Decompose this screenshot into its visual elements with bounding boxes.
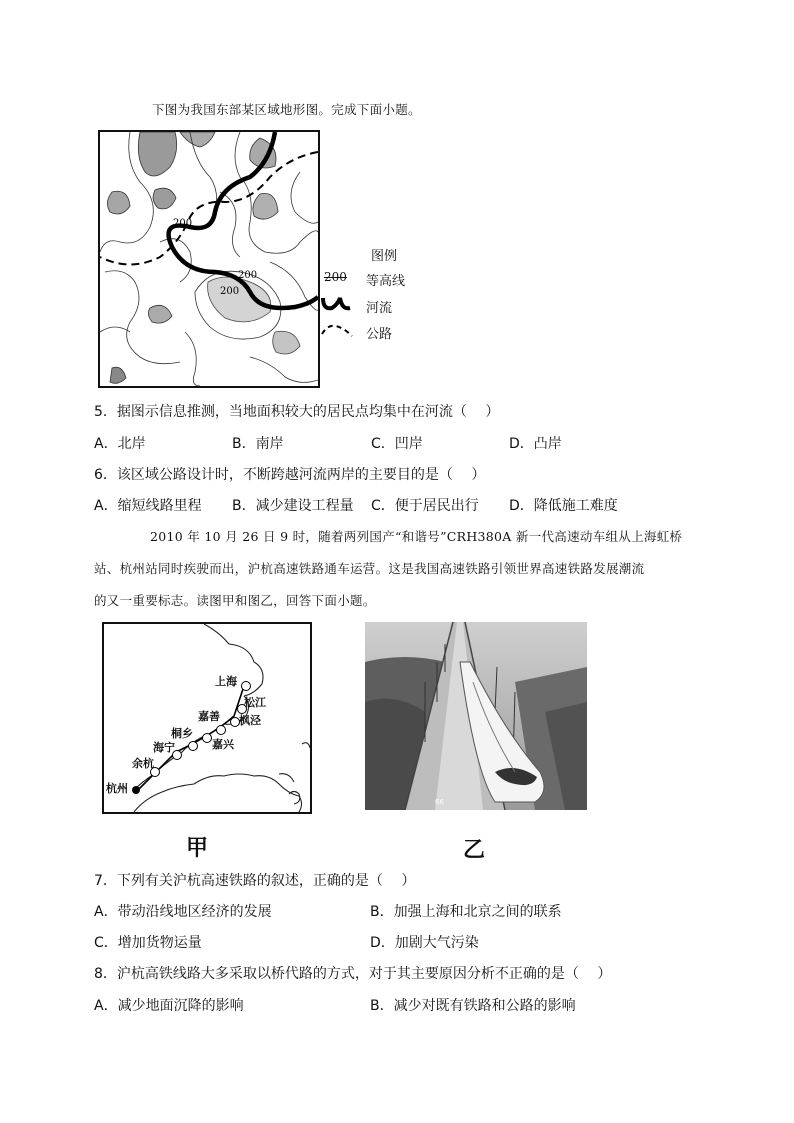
river-legend-icon <box>320 294 360 314</box>
q6-option-c[interactable]: C．便于居民出行 <box>371 498 479 514</box>
city-label-hangzhou: 杭州 <box>106 782 128 795</box>
city-label-songjiang: 松江 <box>244 696 266 709</box>
rail-route-map <box>102 622 312 814</box>
q5-option-b[interactable]: B．南岸 <box>232 436 284 452</box>
passage-line-2: 站、杭州站同时疾驶而出，沪杭高速铁路通车运营。这是我国高速铁路引领世界高速铁路发展潮流 <box>94 561 645 576</box>
q7-option-b[interactable]: B．加强上海和北京之间的联系 <box>370 904 562 920</box>
train-photo-drawing <box>365 622 587 810</box>
passage-line-1: 2010 年 10 月 26 日 9 时，随着两列国产“和谐号”CRH380A 新一代高速动车组从上海虹桥 <box>150 529 683 544</box>
contour-label: 200 <box>173 218 193 229</box>
station-marker <box>202 733 212 743</box>
legend-title: 图例 <box>371 249 398 264</box>
city-label-haining: 海宁 <box>153 741 175 754</box>
q5-option-c[interactable]: C．凹岸 <box>371 436 423 452</box>
q7-option-a[interactable]: A．带动沿线地区经济的发展 <box>94 904 272 920</box>
caption-jia: 甲 <box>186 835 209 861</box>
question-5-stem: 5．据图示信息推测，当地面积较大的居民点均集中在河流（ ） <box>94 404 500 420</box>
topographic-map <box>98 130 320 388</box>
q5-option-a[interactable]: A．北岸 <box>94 436 146 452</box>
question-6-stem: 6．该区域公路设计时，不断跨越河流两岸的主要目的是（ ） <box>94 467 486 483</box>
q7-option-c[interactable]: C．增加货物运量 <box>94 935 202 951</box>
contour-label: 200 <box>220 286 240 297</box>
photo-number: 66 <box>435 798 444 806</box>
station-marker <box>216 725 226 735</box>
caption-yi: 乙 <box>463 837 486 863</box>
contour-label: 200 <box>238 270 258 281</box>
q8-option-a[interactable]: A．减少地面沉降的影响 <box>94 998 244 1014</box>
city-label-fengjing: 枫泾 <box>239 714 261 727</box>
station-marker <box>188 741 198 751</box>
city-label-jiaxing: 嘉兴 <box>212 738 234 751</box>
q7-option-d[interactable]: D．加剧大气污染 <box>370 935 479 951</box>
station-marker <box>241 681 251 691</box>
question-7-stem: 7．下列有关沪杭高速铁路的叙述，正确的是（ ） <box>94 873 416 889</box>
legend-river-label: 河流 <box>366 301 393 316</box>
passage-line-3: 的又一重要标志。读图甲和图乙，回答下面小题。 <box>94 593 376 608</box>
q6-option-d[interactable]: D．降低施工难度 <box>509 498 618 514</box>
station-marker <box>132 786 140 794</box>
q5-option-d[interactable]: D．凸岸 <box>509 436 562 452</box>
city-label-tongxiang: 桐乡 <box>171 727 193 740</box>
q6-option-b[interactable]: B．减少建设工程量 <box>232 498 354 514</box>
q6-option-a[interactable]: A．缩短线路里程 <box>94 498 202 514</box>
legend-contour-sample: 200 <box>324 270 347 284</box>
intro-text: 下图为我国东部某区域地形图。完成下面小题。 <box>152 102 421 117</box>
question-8-stem: 8．沪杭高铁线路大多采取以桥代路的方式，对于其主要原因分析不正确的是（ ） <box>94 966 612 982</box>
topographic-map-drawing <box>100 132 318 386</box>
q8-option-b[interactable]: B．减少对既有铁路和公路的影响 <box>370 998 576 1014</box>
legend-contour-label: 等高线 <box>366 274 406 289</box>
legend-road-label: 公路 <box>366 327 393 342</box>
city-label-shanghai: 上海 <box>215 675 237 688</box>
high-speed-train-photo <box>365 622 587 810</box>
road-legend-icon <box>320 320 360 340</box>
city-label-jiashan: 嘉善 <box>198 710 220 723</box>
city-label-yuhang: 余杭 <box>132 757 154 770</box>
